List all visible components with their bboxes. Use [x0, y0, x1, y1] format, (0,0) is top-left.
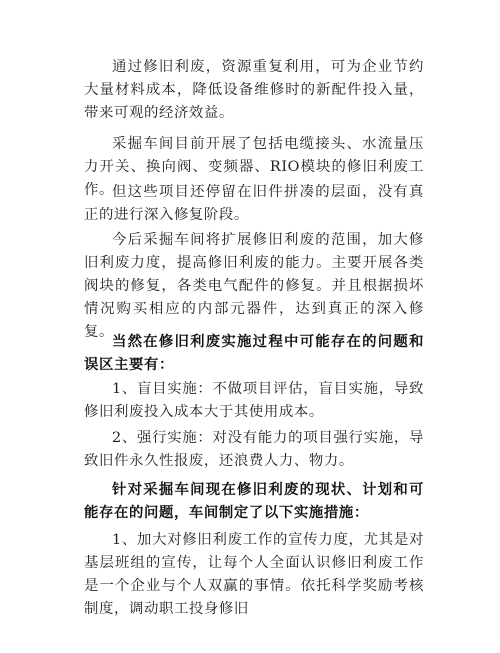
paragraph-future-plans: 今后采掘车间将扩展修旧利废的范围，加大修旧利废力度，提高修旧利废的能力。主要开展各类阀块的修复，各类电气配件的修复。并且根据损坏情况购买相应的内部元器件，达到真正的深入修复。: [84, 232, 424, 340]
paragraph-measure-1: 1、加大对修旧利废工作的宣传力度，尤其是对基层班组的宣传，让每个人全面认识修旧利废工作是一个企业与个人双赢的事情。依托科学奖励考核制度，调动职工投身修旧: [84, 532, 424, 617]
paragraph-problem-2: 2、强行实施：对没有能力的项目强行实施，导致旧件永久性报废，还浪费人力、物力。: [84, 430, 424, 469]
paragraph-problem-1: 1、盲目实施：不做项目评估，盲目实施，导致修旧利废投入成本大于其使用成本。: [84, 381, 424, 420]
paragraph-limitations: 但这些项目还停留在旧件拼凑的层面，没有真正的进行深入修复阶段。: [84, 184, 424, 223]
paragraph-cost-savings: 通过修旧利废，资源重复利用，可为企业节约大量材料成本，降低设备维修时的新配件投入量，带来可观的经济效益。: [84, 59, 424, 121]
heading-problems: 当然在修旧利废实施过程中可能存在的问题和误区主要有：: [84, 333, 424, 373]
heading-measures: 针对采掘车间现在修旧利废的现状、计划和可能存在的问题，车间制定了以下实施措施：: [84, 481, 424, 521]
paragraph-current-projects: 采掘车间目前开展了包括电缆接头、水流量压力开关、换向阀、变频器、RIO模块的修旧利废工作。: [84, 136, 424, 198]
